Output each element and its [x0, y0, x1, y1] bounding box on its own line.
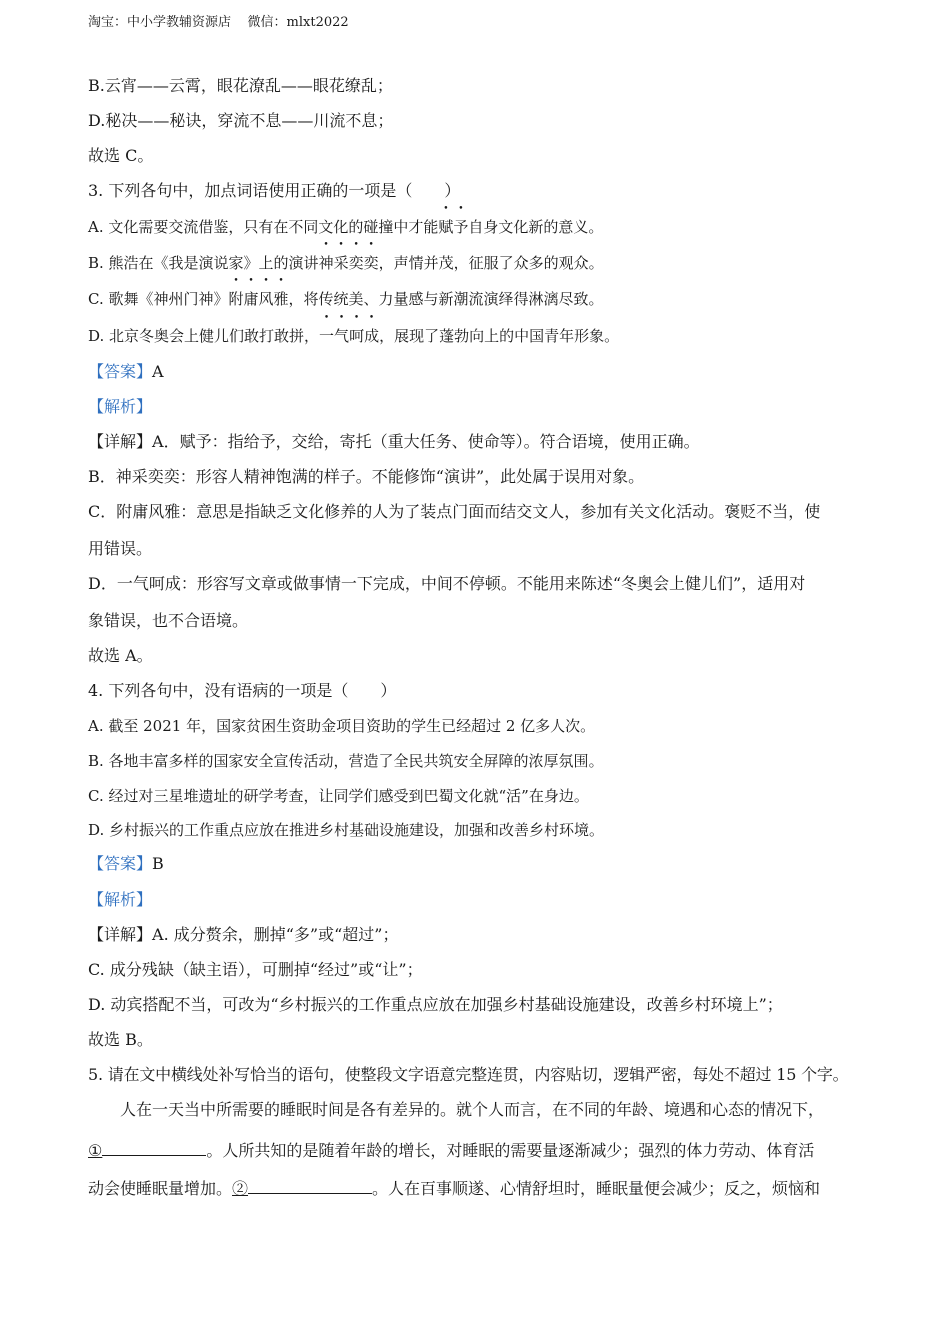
q3-option-a: A. 文化需要交流借鉴，只有在不同文化的碰撞中才能赋予自身文化新的意义。 [88, 218, 604, 236]
dotted-char: 呵 [349, 327, 365, 345]
passage-line-2: ① 。人所共知的是随着年龄的增长，对睡眠的需要量逐渐减少；强烈的体力劳动、体育活 [88, 1137, 814, 1162]
question-5: 5. 请在文中横线处补写恰当的语句，使整段文字语意完整连贯，内容贴切，逻辑严密，每处不超过 15 个字。 [88, 1065, 849, 1084]
q3-option-d: D. 北京冬奥会上健儿们敢打敢拼，一气呵成，展现了蓬勃向上的中国青年形象。 [88, 327, 620, 345]
q4-detail-d: D. 动宾搭配不当，可改为“乡村振兴的工作重点应放在加强乡村基础设施建设，改善乡村环境上”； [88, 995, 783, 1014]
question-4: 4. 下列各句中，没有语病的一项是（ ） [88, 681, 397, 700]
analysis-tag: 【解析】 [88, 890, 153, 909]
q4-option-b: B. 各地丰富多样的国家安全宣传活动，营造了全民共筑安全屏障的浓厚氛围。 [88, 752, 604, 770]
q4-option-d: D. 乡村振兴的工作重点应放在推进乡村基础设施建设，加强和改善乡村环境。 [88, 821, 605, 839]
dotted-char: 附 [228, 290, 244, 308]
answer-choice-c: 故选 C。 [88, 146, 154, 165]
blank-1-line [102, 1137, 206, 1156]
q3-option-c: C. 歌舞《神州门神》附庸风雅，将传统美、力量感与新潮流演绎得淋漓尽致。 [88, 290, 604, 308]
answer-line-d: D.秘决——秘诀，穿流不息——川流不息； [88, 111, 394, 130]
answer-value: A [152, 362, 164, 381]
detail-tag: 【详解】 [88, 432, 153, 451]
dotted-char: 奕 [348, 254, 364, 272]
q3-detail-d2: 象错误，也不合语境。 [88, 611, 249, 630]
answer-value: B [152, 854, 164, 873]
q4-answer [88, 853, 164, 875]
q4-detail-c: C. 成分残缺（缺主语），可删掉“经过”或“让”； [88, 960, 423, 979]
dotted-char: 风 [258, 290, 274, 308]
passage-line-1: 人在一天当中所需要的睡眠时间是各有差异的。就个人而言，在不同的年龄、境遇和心态的情况下， [120, 1100, 825, 1119]
blank-2-line [248, 1175, 372, 1194]
q3-detail-c2: 用错误。 [88, 539, 153, 558]
dotted-char: 赋 [438, 218, 454, 236]
dotted-char: 雅 [273, 290, 289, 308]
q3-answer [88, 361, 164, 383]
dotted-char: 气 [334, 327, 350, 345]
dotted-char: 成 [364, 327, 380, 345]
q3-detail-b: B．神采奕奕：形容人精神饱满的样子。不能修饰“演讲”，此处属于误用对象。 [88, 467, 645, 486]
dotted-char: 一 [319, 327, 335, 345]
blank-2-number: ② [232, 1179, 249, 1198]
question-3: 3. 下列各句中，加点词语使用正确的一项是（ ） [88, 181, 461, 200]
dotted-char: 庸 [243, 290, 259, 308]
q4-option-a: A. 截至 2021 年，国家贫困生资助金项目资助的学生已经超过 2 亿多人次。 [88, 717, 596, 735]
dotted-char: 奕 [363, 254, 379, 272]
q3-detail-c1: C．附庸风雅：意思是指缺乏文化修养的人为了装点门面而结交文人，参加有关文化活动。褒贬不当，使 [88, 502, 821, 521]
detail-tag: 【详解】 [88, 925, 153, 944]
q3-option-b: B. 熊浩在《我是演说家》上的演讲神采奕奕，声情并茂，征服了众多的观众。 [88, 254, 604, 272]
header-wechat: 微信：mlxt2022 [247, 15, 349, 30]
q4-detail-a: 【详解】A. 成分赘余，删掉“多”或“超过”； [88, 925, 399, 944]
q4-conclusion: 故选 B。 [88, 1030, 153, 1049]
dotted-char: 予 [453, 218, 469, 236]
answer-tag: 【答案】 [88, 362, 153, 381]
dotted-char: 神 [318, 254, 334, 272]
dotted-char: 采 [333, 254, 349, 272]
q3-detail-a: 【详解】A．赋予：指给予，交给，寄托（重大任务、使命等）。符合语境，使用正确。 [88, 432, 700, 451]
q4-option-c: C. 经过对三星堆遗址的研学考查，让同学们感受到巴蜀文化就“活”在身边。 [88, 787, 589, 805]
passage-line-3: 动会使睡眠量增加。② 。人在百事顺遂、心情舒坦时，睡眠量便会减少；反之，烦恼和 [88, 1175, 820, 1200]
page-header [88, 12, 349, 34]
q3-detail-d1: D．一气呵成：形容写文章或做事情一下完成，中间不停顿。不能用来陈述“冬奥会上健儿们”，适用对 [88, 574, 806, 593]
analysis-tag: 【解析】 [88, 397, 153, 416]
q3-conclusion: 故选 A。 [88, 646, 153, 665]
answer-line-b: B.云宵——云霄，眼花潦乱——眼花缭乱； [88, 76, 393, 95]
header-taobao: 淘宝：中小学教辅资源店 [88, 15, 232, 30]
answer-tag: 【答案】 [88, 854, 153, 873]
blank-1-number: ① [88, 1141, 103, 1160]
